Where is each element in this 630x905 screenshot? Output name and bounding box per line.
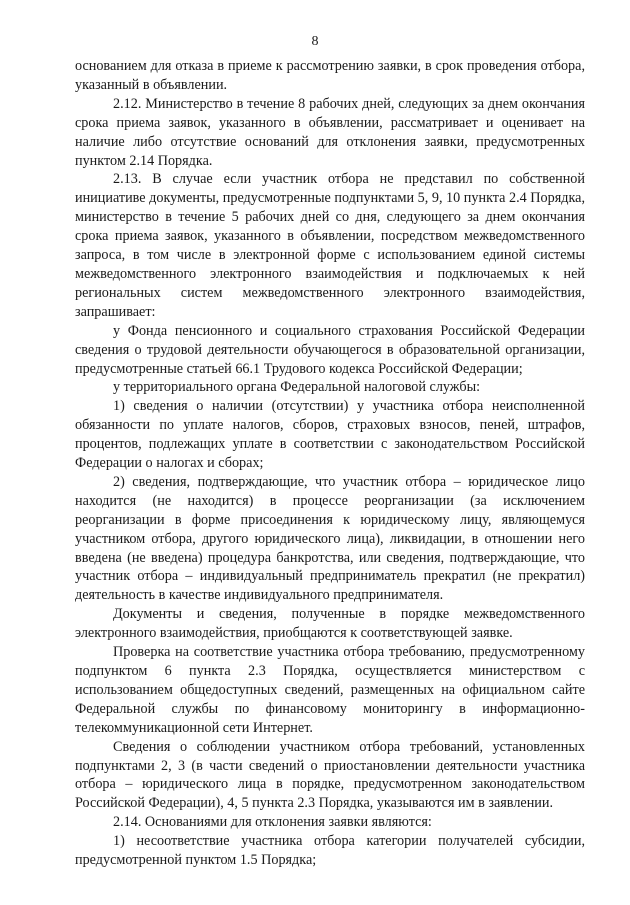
paragraph-rejection-item-1: 1) несоответствие участника отбора категории получателей субсидии, предусмотренной пунктом 1.5 Порядка; — [75, 833, 585, 869]
paragraph-documents-attached: Документы и сведения, полученные в порядке межведомственного электронного взаимодействия, приобщаются к соответствующей заявке. — [75, 606, 585, 642]
paragraph-2-12: 2.12. Министерство в течение 8 рабочих дней, следующих за днем окончания срока приема заявок, указанного в объявлении, рассматривает и оценивает на наличие либо отсутствие оснований для отклонения заявки, предусмотренных пунктом 2.14 Порядка. — [75, 95, 585, 169]
paragraph-requirements-info: Сведения о соблюдении участником отбора требований, установленных подпунктами 2, 3 (в части сведений о приостановлении деятельности участника отбора – юридического лица в порядке, предусмотренном законодательством Российской Федерации), 4, 5 пункта 2.3 Порядка, указываются им в заявлении. — [75, 738, 585, 812]
paragraph-tax-service-request: у территориального органа Федеральной налоговой службы: — [113, 379, 481, 396]
paragraph-pension-fund-request: у Фонда пенсионного и социального страхования Российской Федерации сведения о трудовой деятельности обучающегося в образовательной организации, предусмотренные статьей 66.1 Трудового кодекса Российской Федерации; — [75, 322, 585, 377]
paragraph-compliance-check: Проверка на соответствие участника отбора требованию, предусмотренному подпунктом 6 пункта 2.3 Порядка, осуществляется министерством с использованием общедоступных сведений, размещенных на официальном сайте Федеральной службы по финансовому мониторингу в информационно-телекоммуникационной сети Интернет. — [75, 644, 585, 736]
paragraph-tax-item-1: 1) сведения о наличии (отсутствии) у участника отбора неисполненной обязанности по уплате налогов, сборов, страховых взносов, пеней, штрафов, процентов, подлежащих уплате в соответствии с законодательством Российской Федерации о налогах и сборах; — [75, 398, 585, 472]
paragraph-tax-item-2: 2) сведения, подтверждающие, что участник отбора – юридическое лицо находится (не находится) в процессе реорганизации (за исключением реорганизации в форме присоединения к юридическому лицу, являющемуся участником отбора, другого юридического лица), ликвидации, в отношении него введена (не введена) процедура банкротства, или сведения, подтверждающие, что участник отбора – индивидуальный предприниматель прекратил (не прекратил) деятельность в качестве индивидуального предпринимателя. — [75, 473, 585, 604]
page-number: 8 — [311, 34, 319, 49]
paragraph-2-13: 2.13. В случае если участник отбора не представил по собственной инициативе документы, предусмотренные подпунктами 5, 9, 10 пункта 2.4 Порядка, министерство в течение 5 рабочих дней со дня, следующего за днем окончания срока приема заявок, указанного в объявлении, посредством межведомственного запроса, в том числе в электронной форме с использованием единой системы межведомственного электронного взаимодействия и подключаемых к ней региональных систем межведомственного электронного взаимодействия, запрашивает: — [75, 171, 585, 320]
paragraph-2-14: 2.14. Основаниями для отклонения заявки являются: — [113, 814, 432, 831]
paragraph-continuation: основанием для отказа в приеме к рассмотрению заявки, в срок проведения отбора, указанный в объявлении. — [75, 58, 585, 93]
document-body — [75, 57, 585, 870]
